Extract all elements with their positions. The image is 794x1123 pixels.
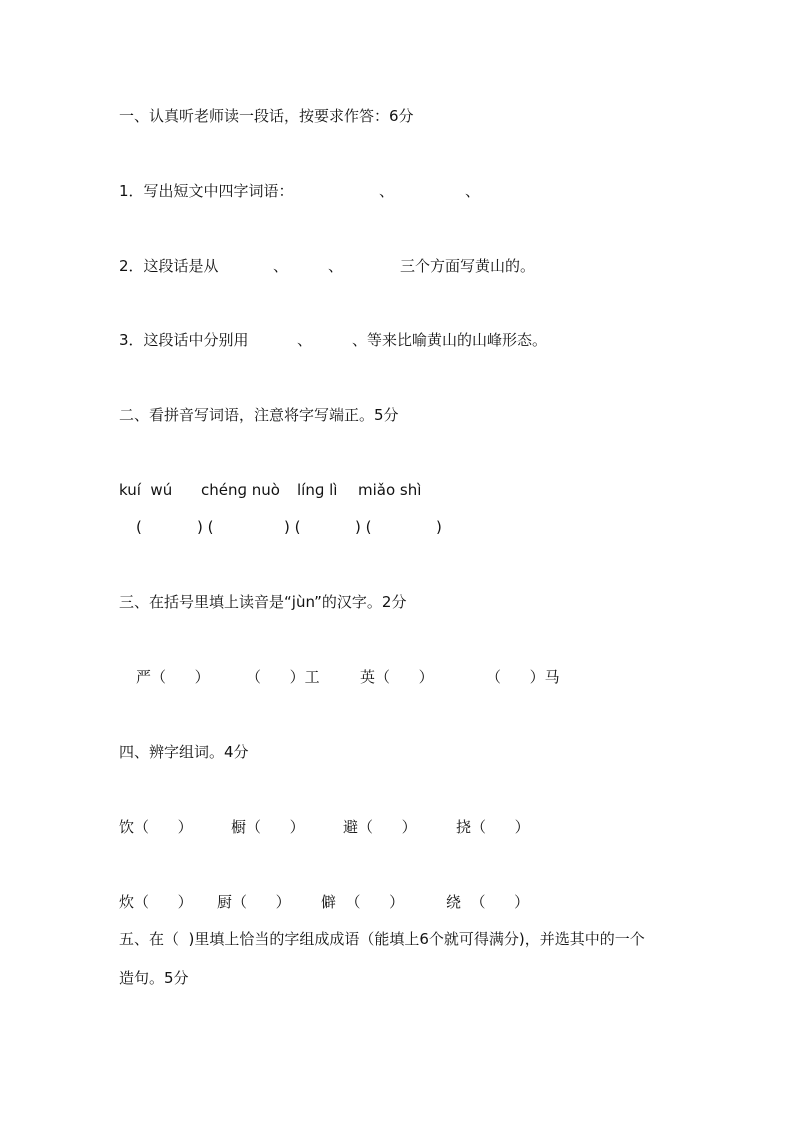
- section-3-title: 三、在括号里填上读音是“jùn”的汉字。2分: [119, 593, 407, 611]
- bracket: ) (: [284, 518, 301, 536]
- fill-item: （ ）马: [486, 668, 560, 686]
- fill-item: 英（ ）: [360, 668, 434, 686]
- bracket: ) (: [197, 518, 214, 536]
- word-item: 厨（ ）: [217, 893, 291, 911]
- pinyin-2: chénɡ nuò: [201, 481, 280, 499]
- word-item: 炊（ ）: [119, 893, 193, 911]
- section-5-title: 五、在（ )里填上恰当的字组成成语（能填上6个就可得满分)，并选其中的一个: [119, 930, 645, 948]
- fill-item: 严（ ）: [136, 668, 210, 686]
- word-item: 饮（ ）: [119, 818, 193, 836]
- separator: 、: [465, 182, 481, 200]
- section-4-title: 四、辨字组词。4分: [119, 743, 249, 761]
- pinyin-4: miǎo shì: [358, 481, 422, 499]
- section-5-title-cont: 造句。5分: [119, 969, 189, 987]
- question-1-1: 1．写出短文中四字词语：: [119, 182, 294, 200]
- question-1-3: 3．这段话中分别用: [119, 331, 249, 349]
- fill-item: （ ）工: [246, 668, 320, 686]
- word-item: 避（ ）: [343, 818, 417, 836]
- bracket: ): [436, 518, 442, 536]
- pinyin-3: línɡ lì: [297, 481, 338, 499]
- question-1-2-end: 三个方面写黄山的。: [400, 257, 536, 275]
- separator: 、: [273, 257, 289, 275]
- word-item: 僻 （ ）: [321, 893, 405, 911]
- bracket: ) (: [355, 518, 372, 536]
- separator: 、: [328, 257, 344, 275]
- question-1-3-end: 、等来比喻黄山的山峰形态。: [352, 331, 548, 349]
- separator: 、: [379, 182, 395, 200]
- word-item: 橱（ ）: [231, 818, 305, 836]
- word-item: 挠（ ）: [456, 818, 530, 836]
- question-1-2: 2．这段话是从: [119, 257, 219, 275]
- bracket: (: [136, 518, 142, 536]
- section-1-title: 一、认真听老师读一段话，按要求作答：6分: [119, 107, 414, 125]
- section-2-title: 二、看拼音写词语，注意将字写端正。5分: [119, 406, 399, 424]
- pinyin-1: kuí wú: [119, 481, 173, 499]
- word-item: 绕 （ ）: [446, 893, 530, 911]
- separator: 、: [297, 331, 313, 349]
